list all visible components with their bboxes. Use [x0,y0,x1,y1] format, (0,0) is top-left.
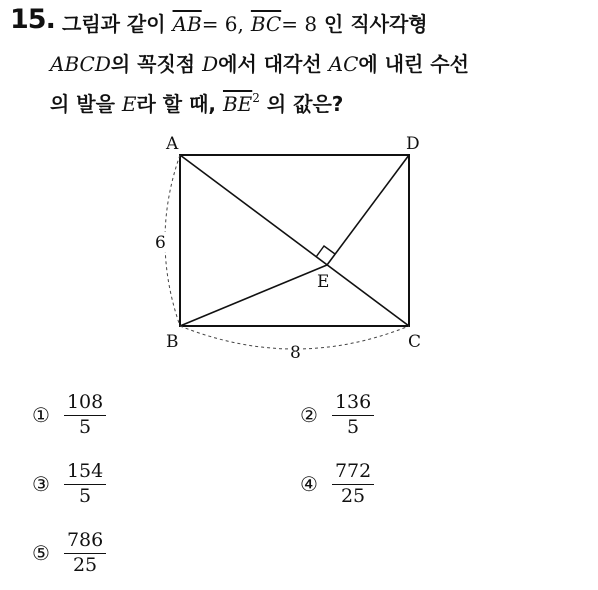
choice-4[interactable] [300,460,374,509]
choice-5[interactable] [32,529,106,578]
text: 의 값은? [266,92,344,116]
diagonal-ac: AC [328,52,359,76]
rect-abcd: ABCD [50,52,111,76]
vertex-label-d: D [406,134,420,154]
text: 인 직사각형 [324,12,428,36]
segment-be-line [180,265,330,326]
choice-marker: ② [300,403,318,428]
numerator: 154 [64,460,106,485]
value-6: = 6, [201,12,244,36]
value-8: = 8 [281,12,318,36]
choice-marker: ③ [32,472,50,497]
numerator: 786 [64,529,106,554]
diagonal-ac-line [180,155,409,326]
point-d: D [202,52,219,76]
length-label-6: 6 [155,233,166,253]
choice-1[interactable] [32,391,106,440]
choice-marker: ① [32,403,50,428]
segment-bc: $\overline{BC}$ [250,12,282,36]
point-label-e: E [317,272,330,292]
point-e: E [121,92,137,116]
fraction [64,391,106,440]
right-angle-mark [316,246,335,257]
numerator: 108 [64,391,106,416]
segment-be: $\overline{BE}$ [222,92,253,116]
fraction [64,460,106,509]
text: 라 할 때, [136,92,216,116]
length-label-8: 8 [290,343,301,363]
vertex-label-b: B [166,332,179,352]
fraction [332,460,374,509]
choice-3[interactable] [32,460,106,509]
numerator: 136 [332,391,374,416]
denominator: 25 [72,553,98,576]
numerator: 772 [332,460,374,485]
vertex-label-c: C [408,332,422,352]
fraction [332,391,374,440]
denominator: 25 [340,484,366,507]
denominator: 5 [79,484,92,507]
exponent: 2 [252,91,260,105]
question-number: 15. [10,4,55,35]
text: 에 내린 수선 [358,52,469,76]
dimension-arc-ab [165,155,180,326]
choice-2[interactable] [300,391,374,440]
segment-ab: $\overline{AB}$ [172,12,202,36]
denominator: 5 [347,415,360,438]
denominator: 5 [79,415,92,438]
text: 에서 대각선 [218,52,322,76]
choice-marker: ④ [300,472,318,497]
choice-marker: ⑤ [32,541,50,566]
text: 그림과 같이 [62,12,166,36]
perpendicular-de-line [327,155,409,265]
vertex-label-a: A [166,134,179,154]
text: 의 발을 [50,92,115,116]
text: 의 꼭짓점 [110,52,196,76]
fraction [64,529,106,578]
